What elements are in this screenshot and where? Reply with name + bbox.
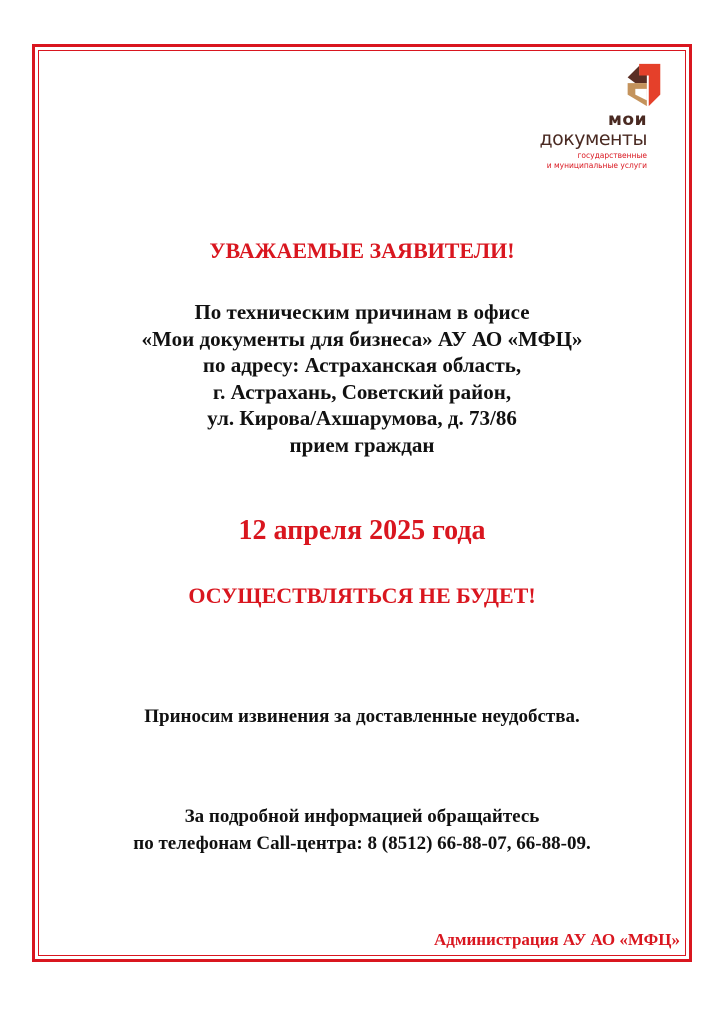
footer-signature: Администрация АУ АО «МФЦ» <box>434 930 680 949</box>
body-line: по адресу: Астраханская область, <box>202 353 522 377</box>
moi-dokumenty-logo <box>515 62 675 178</box>
contact-info <box>0 803 724 857</box>
body-line: По техническим причинам в офисе <box>194 300 530 324</box>
body-line: прием граждан <box>289 432 435 457</box>
closure-date: 12 апреля 2025 года <box>238 515 486 546</box>
contact-line: по телефонам Call-центра: 8 (8512) 66-88-07, 66-88-09. <box>133 833 591 854</box>
logo-text-documents: документы <box>539 128 647 150</box>
logo-subtitle-line: и муниципальные услуги <box>546 161 647 170</box>
body-line: «Мои документы для бизнеса» АУ АО «МФЦ» <box>141 326 583 351</box>
logo-emblem-icon <box>625 62 661 110</box>
body-line: ул. Кирова/Ахшарумова, д. 73/86 <box>207 406 517 430</box>
logo-subtitle <box>547 151 647 171</box>
notice-body <box>0 299 724 458</box>
logo-text-block <box>540 112 648 171</box>
apology-text: Приносим извинения за доставленные неудобства. <box>144 706 580 727</box>
notice-heading: УВАЖАЕМЫЕ ЗАЯВИТЕЛИ! <box>209 238 515 263</box>
body-line: г. Астрахань, Советский район, <box>212 379 512 404</box>
logo-subtitle-line: государственные <box>577 151 647 160</box>
logo-text-moi: мои <box>608 110 647 130</box>
contact-line: За подробной информацией обращайтесь <box>184 806 540 827</box>
closure-warning: ОСУЩЕСТВЛЯТЬСЯ НЕ БУДЕТ! <box>188 583 536 608</box>
